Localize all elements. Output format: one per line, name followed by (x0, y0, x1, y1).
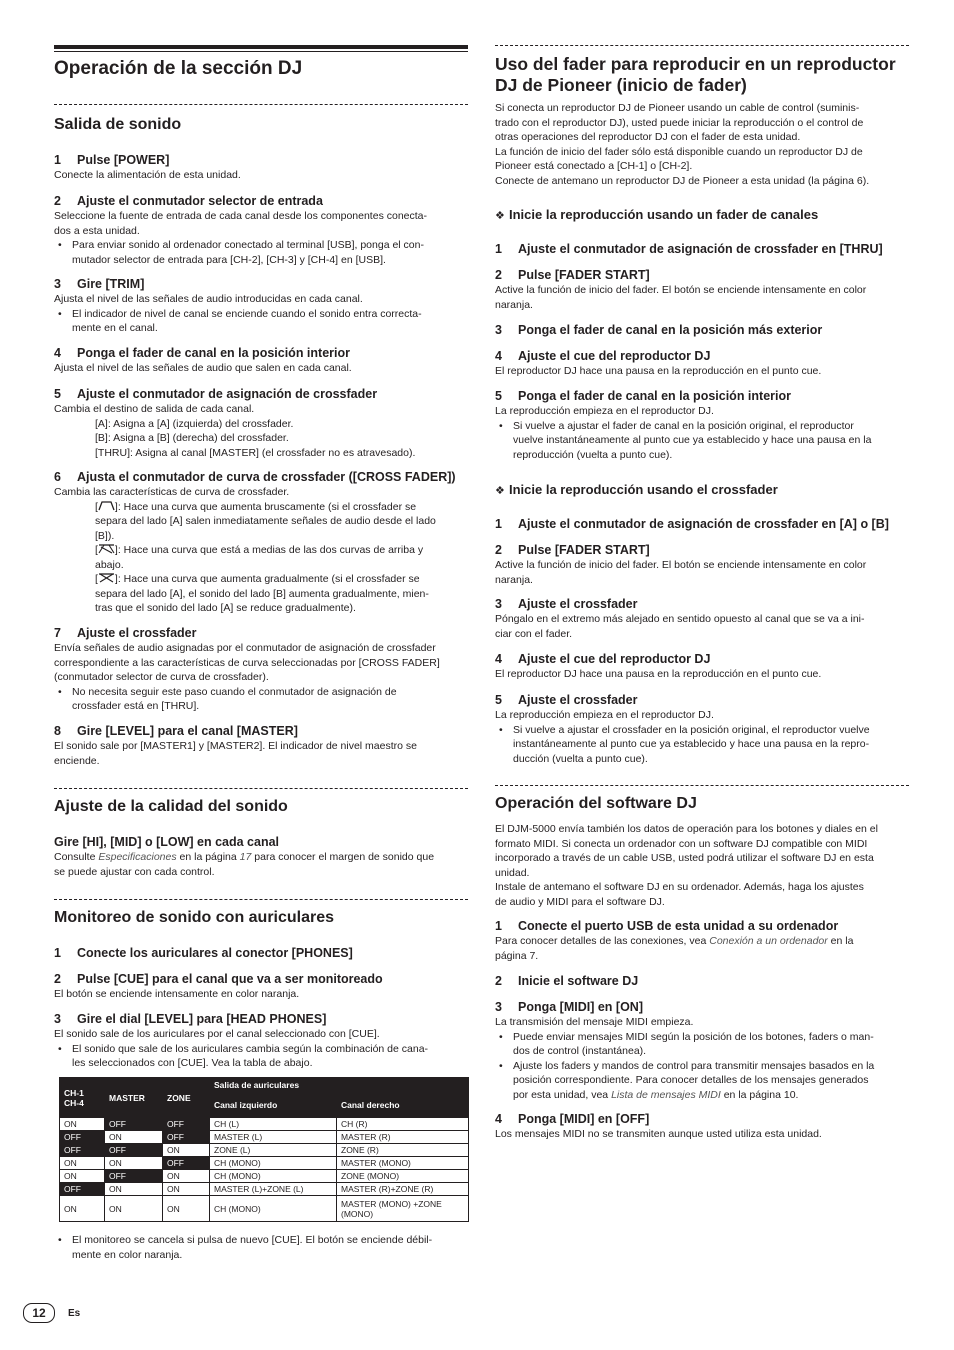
table-cell: ON (105, 1183, 163, 1196)
canales-step-1: 1 Ajuste el conmutador de asignación de crossfader en [THRU] (495, 242, 883, 256)
col-right: Canal derecho (337, 1092, 469, 1118)
heading-monitoreo: Monitoreo de sonido con auriculares (54, 909, 335, 926)
headphones-output-table (59, 1077, 469, 1222)
cross-step-5: 5 Ajuste el crossfader La reproducción empieza en el reproductor DJ. • Si vuelve a ajustar el crossfader en la posición original, el reproductor vuelve instantáneamente al punto cue ya establecido y hace una pausa en la repro- ducción (vuelta a punto cue). (495, 693, 909, 766)
software-step-4: 4 Ponga [MIDI] en [OFF] Los mensajes MIDI no se transmiten aunque usted utiliza esta unidad. (495, 1112, 822, 1140)
step-master-level: 8 Gire [LEVEL] para el canal [MASTER] El sonido sale por [MASTER1] y [MASTER2]. El indicador de nivel maestro se enciende. (54, 724, 417, 767)
table-cell: OFF (60, 1131, 105, 1144)
step-channel-fader: 4 Ponga el fader de canal en la posición interior Ajusta el nivel de las señales de audio que salen en cada canal. (54, 346, 352, 374)
table-cell: ON (163, 1196, 210, 1222)
curve-gradual-icon (98, 573, 115, 583)
col-ch: CH-1 CH-4 (60, 1078, 105, 1118)
page-number: 12 (23, 1303, 55, 1323)
link-lista-midi[interactable]: Lista de mensajes MIDI (611, 1088, 721, 1101)
software-step-3: 3 Ponga [MIDI] en [ON] La transmisión del mensaje MIDI empieza. • Puede enviar mensajes MIDI según la posición de los botones, faders o man- dos de control (instantánea). • Ajuste los faders y mandos de control para transmitir mensajes basados en la posición correspondiente. Para conocer detalles de los mensajes generados por esta unidad, vea Lista de mensajes MIDI en la página 10. (495, 1000, 909, 1102)
table-cell: MASTER (MONO) +ZONE (MONO) (337, 1196, 469, 1222)
cross-step-3: 3 Ajuste el crossfader Póngalo en el extremo más alejado en sentido opuesto al canal que se va a ini- ciar con el fader. (495, 597, 865, 640)
table-cell: MASTER (R) (337, 1131, 469, 1144)
table-cell: MASTER (R)+ZONE (R) (337, 1183, 469, 1196)
heading-salida: Salida de sonido (54, 116, 182, 133)
divider (54, 899, 468, 900)
canales-step-4: 4 Ajuste el cue del reproductor DJ El reproductor DJ hace una pausa en la reproducción en el punto cue. (495, 349, 822, 377)
step-headphones-level: 3 Gire el dial [LEVEL] para [HEAD PHONES] El sonido sale de los auriculares por el canal seleccionado con [CUE]. • El sonido que sale de los auriculares cambia según la combinación de cana- les seleccionados con [CUE]. Vea la tabla de abajo. (54, 1012, 468, 1071)
divider (495, 785, 909, 786)
table-cell: ON (105, 1196, 163, 1222)
curve-medium-icon (98, 544, 115, 554)
table-cell: MASTER (L)+ZONE (L) (210, 1183, 337, 1196)
fader-start-intro: Si conecta un reproductor DJ de Pioneer usando un cable de control (suminis- trado con el reproductor DJ), usted puede iniciar la reproducción o el control de otras operaciones del reproductor DJ con el fader de esta unidad. La función de inicio del fader sólo está disponible cuando un reproductor DJ de Pioneer está conectado a [CH-1] o [CH-2]. Conecte de antemano un reproductor DJ de Pioneer a esta unidad (la página 6). (495, 102, 870, 187)
table-cell: ON (105, 1131, 163, 1144)
table-cell: CH (L) (210, 1118, 337, 1131)
table-cell: OFF (60, 1183, 105, 1196)
curve-sharp-icon (98, 501, 115, 511)
divider (54, 104, 468, 105)
title-rule-thin (54, 51, 468, 52)
table-row (60, 1131, 469, 1144)
table-cell: ON (105, 1157, 163, 1170)
col-left: Canal izquierdo (210, 1092, 337, 1118)
step-eq: Gire [HI], [MID] o [LOW] en cada canal Consulte Especificaciones en la página 17 para conocer el margen de sonido que se puede ajustar con cada control. (54, 835, 435, 878)
table-cell: ZONE (L) (210, 1144, 337, 1157)
cross-step-4: 4 Ajuste el cue del reproductor DJ El reproductor DJ hace una pausa en la reproducción en el punto cue. (495, 652, 822, 680)
table-cell: CH (MONO) (210, 1196, 337, 1222)
table-row (60, 1196, 469, 1222)
title-rule (54, 45, 468, 49)
language-code: Es (68, 1308, 81, 1319)
col-zone: ZONE (163, 1078, 210, 1118)
step-trim: 3 Gire [TRIM] Ajusta el nivel de las señales de audio introducidas en cada canal. • El indicador de nivel de canal se enciende cuando el sonido entra correcta- mente en el canal. (54, 277, 468, 336)
divider (54, 788, 468, 789)
step-crossfader: 7 Ajuste el crossfader Envía señales de audio asignadas por el conmutador de asignación de crossfader correspondiente a las características de curva seleccionadas por [CROSS FADER] (conmutador selector de curva de crossfader). • No necesita seguir este paso cuando el conmutador de asignación de crossfader está en [THRU]. (54, 626, 468, 714)
table-cell: ON (163, 1183, 210, 1196)
table-cell: ON (60, 1118, 105, 1131)
table-cell: CH (R) (337, 1118, 469, 1131)
divider (495, 45, 909, 46)
heading-canales: ❖ Inicie la reproducción usando un fader de canales (495, 207, 819, 222)
table-cell: ON (163, 1170, 210, 1183)
canales-step-3: 3 Ponga el fader de canal en la posición más exterior (495, 323, 823, 337)
monitor-cancel-note: • El monitoreo se cancela si pulsa de nuevo [CUE]. El botón se enciende débil- mente en color naranja. (54, 1233, 468, 1262)
software-step-2: 2 Inicie el software DJ (495, 974, 639, 988)
canales-step-2: 2 Pulse [FADER START] Active la función de inicio del fader. El botón se enciende intensamente en color naranja. (495, 268, 867, 311)
table-cell: ON (60, 1157, 105, 1170)
table-cell: ZONE (MONO) (337, 1170, 469, 1183)
table-cell: OFF (163, 1118, 210, 1131)
fader-start-title: Uso del fader para reproducir en un reproductor DJ de Pioneer (inicio de fader) (495, 54, 896, 95)
software-step-1: 1 Conecte el puerto USB de esta unidad a su ordenador Para conocer detalles de las conexiones, vea Conexión a un ordenador en la página 7. (495, 919, 854, 962)
table-row (60, 1170, 469, 1183)
table-cell: OFF (163, 1157, 210, 1170)
table-cell: OFF (105, 1170, 163, 1183)
table-row (60, 1157, 469, 1170)
cross-step-2: 2 Pulse [FADER START] Active la función de inicio del fader. El botón se enciende intensamente en color naranja. (495, 543, 867, 586)
heading-cross: ❖ Inicie la reproducción usando el crossfader (495, 482, 778, 497)
table-cell: MASTER (L) (210, 1131, 337, 1144)
step-phones: 1 Conecte los auriculares al conector [PHONES] (54, 946, 353, 960)
table-cell: OFF (163, 1131, 210, 1144)
col-output: Salida de auriculares (210, 1078, 469, 1092)
section-title: Operación de la sección DJ (54, 58, 303, 79)
table-cell: ZONE (R) (337, 1144, 469, 1157)
table-cell: ON (60, 1196, 105, 1222)
heading-software: Operación del software DJ (495, 795, 697, 812)
table-cell: CH (MONO) (210, 1157, 337, 1170)
diamond-icon: ❖ (495, 210, 505, 222)
heading-calidad: Ajuste de la calidad del sonido (54, 798, 288, 815)
canales-step-5: 5 Ponga el fader de canal en la posición interior La reproducción empieza en el reproductor DJ. • Si vuelve a ajustar el fader de canal en la posición original, el reproductor vuelve instantáneamente al punto cue ya establecido y hace una pausa en la reproducción (vuelta a punto cue). (495, 389, 909, 462)
table-row (60, 1144, 469, 1157)
col-master: MASTER (105, 1078, 163, 1118)
table-cell: CH (MONO) (210, 1170, 337, 1183)
table-cell: OFF (105, 1118, 163, 1131)
table-row (60, 1118, 469, 1131)
table-cell: OFF (60, 1144, 105, 1157)
step-crossfader-assign: 5 Ajuste el conmutador de asignación de crossfader Cambia el destino de salida de cada canal. [A]: Asigna a [A] (izquierda) del crossfader. [B]: Asigna a [B] (derecha) del crossfader. [THRU]: Asigna al canal [MASTER] (el crossfader no es atravesado). (54, 387, 416, 459)
step-cue: 2 Pulse [CUE] para el canal que va a ser monitoreado El botón se enciende intensamente en color naranja. (54, 972, 383, 1000)
link-conexion-ordenador[interactable]: Conexión a un ordenador (709, 935, 828, 947)
step-input-selector: 2 Ajuste el conmutador selector de entrada Seleccione la fuente de entrada de cada canal desde los componentes conecta- dos a esta unidad. • Para enviar sonido al ordenador conectado al terminal [USB], ponga el con- mutador selector de entrada para [CH-2], [CH-3] y [CH-4] en [USB]. (54, 194, 468, 267)
step-power: 1 Pulse [POWER] Conecte la alimentación de esta unidad. (54, 153, 241, 181)
step-crossfader-curve: 6 Ajusta el conmutador de curva de crossfader ([CROSS FADER]) Cambia las características de curva de crossfader. [ ]: Hace una curva que aumenta bruscamente (si el crossfader se separa del lado [A] salen inmediatamente señales de audio desde el lado [B]). [ ]: Hace una curva que está a medias de las dos curvas de arriba y abajo. [ ]: Hace una curva que aumenta gradualmente (si el crossfader se separa del lado [A], el sonido del lado [B] aumenta gradualmente, mien- tras que el sonido del lado [A] se reduce gradualmente). (54, 470, 456, 614)
diamond-icon: ❖ (495, 485, 505, 497)
table-cell: OFF (105, 1144, 163, 1157)
cross-step-1: 1 Ajuste el conmutador de asignación de crossfader en [A] o [B] (495, 517, 889, 531)
table-row (60, 1183, 469, 1196)
table-cell: ON (60, 1170, 105, 1183)
link-especificaciones[interactable]: Especificaciones (98, 851, 177, 863)
table-cell: MASTER (MONO) (337, 1157, 469, 1170)
table-cell: ON (163, 1144, 210, 1157)
software-intro: El DJM-5000 envía también los datos de operación para los botones y diales en el formato MIDI. Si conecta un ordenador con un software DJ compatible con MIDI incorporado a través de un cable USB, usted podrá utilizar el software DJ en esta unidad. Instale de antemano el software DJ en su ordenador. Además, haga los ajustes de audio y MIDI para el software DJ. (495, 823, 878, 908)
